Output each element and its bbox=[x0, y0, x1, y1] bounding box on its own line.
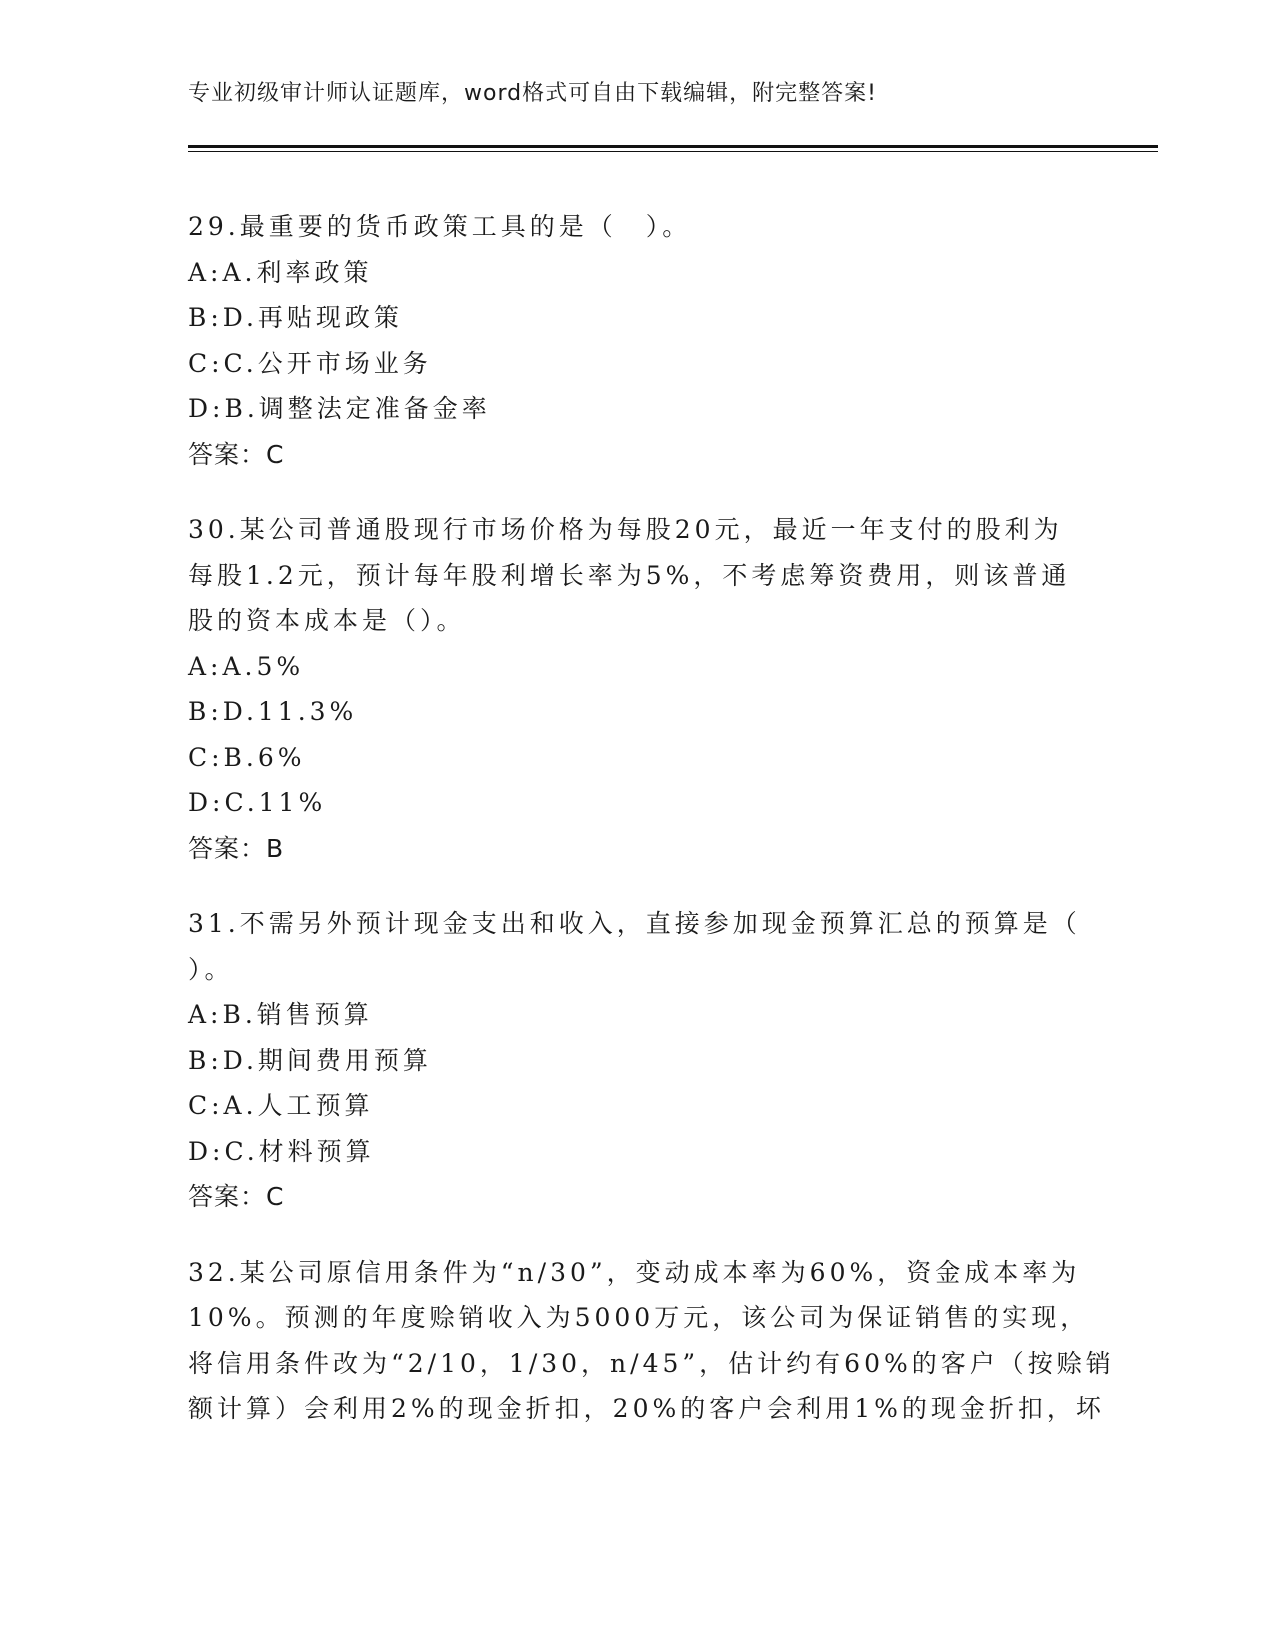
option-b: B:D.11.3% bbox=[188, 697, 358, 726]
question-stem: 10%。预测的年度赊销收入为5000万元，该公司为保证销售的实现， bbox=[188, 1303, 1090, 1332]
option-d: D:C.11% bbox=[188, 788, 327, 817]
option-c: C:B.6% bbox=[188, 742, 306, 772]
question-stem: 29.最重要的货币政策工具的是（ ）。 bbox=[188, 212, 692, 241]
answer-line: 答案：C bbox=[188, 439, 285, 469]
question-31 bbox=[188, 901, 1108, 1220]
question-32 bbox=[188, 1250, 1115, 1432]
option-a: A:A.利率政策 bbox=[188, 257, 373, 287]
option-d: D:C.材料预算 bbox=[188, 1136, 375, 1166]
page-header: 专业初级审计师认证题库，word格式可自由下载编辑，附完整答案! bbox=[188, 81, 877, 106]
question-29 bbox=[188, 204, 1108, 477]
option-d: D:B.调整法定准备金率 bbox=[188, 394, 491, 423]
question-stem: 32.某公司原信用条件为“n/30”，变动成本率为60%，资金成本率为 bbox=[188, 1257, 1081, 1287]
option-a: A:A.5% bbox=[188, 651, 305, 681]
question-list bbox=[188, 204, 1115, 1462]
option-c: C:C.公开市场业务 bbox=[188, 348, 432, 378]
header-rule-thin bbox=[188, 151, 1158, 152]
option-a: A:B.销售预算 bbox=[188, 1000, 373, 1029]
question-stem: 30.某公司普通股现行市场价格为每股20元，最近一年支付的股利为 bbox=[188, 515, 1063, 544]
question-stem: 每股1.2元，预计每年股利增长率为5%，不考虑筹资费用，则该普通 bbox=[188, 560, 1071, 590]
question-stem: 额计算）会利用2%的现金折扣，20%的客户会利用1%的现金折扣，坏 bbox=[188, 1394, 1105, 1423]
question-stem: 31.不需另外预计现金支出和收入，直接参加现金预算汇总的预算是（ bbox=[188, 909, 1081, 938]
answer-line: 答案：B bbox=[188, 833, 285, 863]
answer-line: 答案：C bbox=[188, 1182, 285, 1211]
option-b: B:D.再贴现政策 bbox=[188, 303, 403, 332]
question-stem: ）。 bbox=[188, 954, 234, 984]
header-rule-thick bbox=[188, 145, 1158, 148]
option-c: C:A.人工预算 bbox=[188, 1091, 374, 1120]
question-30 bbox=[188, 507, 1108, 871]
option-b: B:D.期间费用预算 bbox=[188, 1045, 432, 1075]
question-stem: 股的资本成本是（）。 bbox=[188, 606, 466, 635]
question-stem: 将信用条件改为“2/10，1/30，n/45”，估计约有60%的客户（按赊销 bbox=[188, 1348, 1115, 1378]
